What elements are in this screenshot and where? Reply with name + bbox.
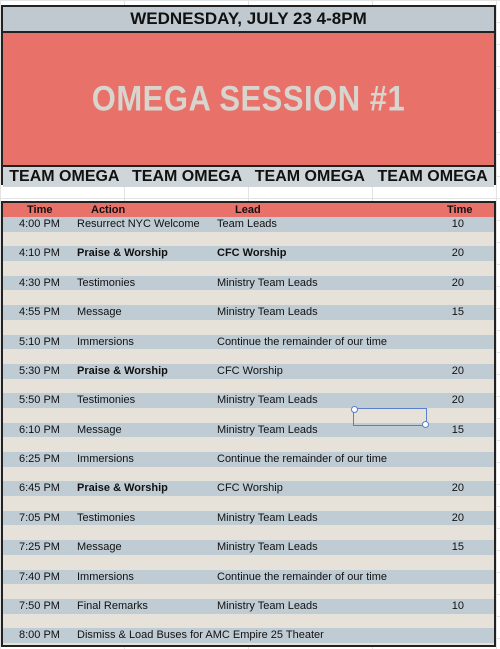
- minutes-cell[interactable]: 20: [451, 247, 464, 260]
- table-row: [3, 232, 494, 247]
- lead-cell[interactable]: Ministry Team Leads: [217, 306, 318, 319]
- minutes-cell[interactable]: 20: [451, 364, 464, 377]
- time-cell[interactable]: 4:30 PM: [19, 276, 60, 289]
- column-header-action[interactable]: Action: [91, 204, 126, 216]
- action-cell[interactable]: Immersions: [77, 570, 134, 583]
- column-header-minutes[interactable]: Time: [447, 204, 473, 216]
- action-cell[interactable]: Praise & Worship: [77, 364, 168, 377]
- table-row: [3, 349, 494, 364]
- teams-row: [3, 165, 494, 187]
- table-row: [3, 584, 494, 599]
- lead-cell[interactable]: Ministry Team Leads: [217, 511, 318, 524]
- table-row: [3, 246, 494, 261]
- lead-cell[interactable]: Continue the remainder of our time: [217, 570, 387, 583]
- date-cell[interactable]: [3, 7, 494, 33]
- team-cell[interactable]: TEAM OMEGA: [377, 168, 488, 185]
- time-cell[interactable]: 4:55 PM: [19, 306, 60, 319]
- table-row: [3, 467, 494, 482]
- selection-handle[interactable]: [351, 406, 358, 413]
- action-cell[interactable]: Immersions: [77, 453, 134, 465]
- action-cell[interactable]: Testimonies: [77, 276, 136, 289]
- time-cell[interactable]: 6:25 PM: [19, 453, 60, 465]
- table-row: [3, 290, 494, 305]
- time-cell[interactable]: 4:00 PM: [19, 218, 60, 230]
- table-row: [3, 511, 494, 526]
- time-cell[interactable]: 5:30 PM: [19, 364, 60, 377]
- time-cell[interactable]: 8:00 PM: [19, 629, 60, 642]
- action-cell[interactable]: Final Remarks: [77, 599, 148, 612]
- time-cell[interactable]: 5:50 PM: [19, 394, 60, 407]
- table-row: [3, 364, 494, 379]
- table-row: [3, 437, 494, 452]
- time-cell[interactable]: 7:50 PM: [19, 599, 60, 612]
- action-cell[interactable]: Dismiss & Load Buses for AMC Empire 25 Theater: [77, 629, 324, 642]
- session-banner-cell[interactable]: [3, 33, 494, 165]
- time-cell[interactable]: 6:10 PM: [19, 423, 60, 436]
- session-title: OMEGA SESSION #1: [91, 78, 406, 119]
- table-row: [3, 525, 494, 540]
- time-cell[interactable]: 5:10 PM: [19, 335, 60, 348]
- cell-selection-box[interactable]: [353, 408, 427, 426]
- action-cell[interactable]: Immersions: [77, 335, 134, 348]
- lead-cell[interactable]: CFC Worship: [217, 482, 283, 495]
- table-row: [3, 643, 494, 647]
- action-cell[interactable]: Testimonies: [77, 511, 136, 524]
- lead-cell[interactable]: Continue the remainder of our time: [217, 335, 387, 348]
- team-cell[interactable]: TEAM OMEGA: [132, 168, 243, 185]
- table-row: [3, 379, 494, 394]
- minutes-cell[interactable]: 20: [451, 394, 464, 407]
- lead-cell[interactable]: Ministry Team Leads: [217, 276, 318, 289]
- minutes-cell[interactable]: 15: [451, 423, 464, 436]
- table-row: [3, 452, 494, 467]
- table-row: [3, 570, 494, 585]
- table-row: [3, 540, 494, 555]
- time-cell[interactable]: 7:05 PM: [19, 511, 60, 524]
- lead-cell[interactable]: CFC Worship: [217, 364, 283, 377]
- table-row: [3, 393, 494, 408]
- table-row: [3, 555, 494, 570]
- minutes-cell[interactable]: 20: [451, 511, 464, 524]
- schedule-rows: [3, 217, 494, 647]
- lead-cell[interactable]: Ministry Team Leads: [217, 541, 318, 554]
- table-row: [3, 599, 494, 614]
- column-header-time[interactable]: Time: [27, 204, 53, 216]
- minutes-cell[interactable]: 15: [451, 541, 464, 554]
- table-row: [3, 217, 494, 232]
- selection-handle[interactable]: [422, 421, 429, 428]
- action-cell[interactable]: Resurrect NYC Welcome: [77, 218, 200, 230]
- table-row: [3, 614, 494, 629]
- table-row: [3, 481, 494, 496]
- lead-cell[interactable]: Continue the remainder of our time: [217, 453, 387, 465]
- minutes-cell[interactable]: 20: [451, 276, 464, 289]
- lead-cell[interactable]: Team Leads: [217, 218, 277, 230]
- action-cell[interactable]: Message: [77, 541, 122, 554]
- time-cell[interactable]: 7:40 PM: [19, 570, 60, 583]
- time-cell[interactable]: 4:10 PM: [19, 247, 60, 260]
- team-cell[interactable]: TEAM OMEGA: [254, 168, 365, 185]
- time-cell[interactable]: 7:25 PM: [19, 541, 60, 554]
- minutes-cell[interactable]: 10: [451, 218, 464, 230]
- lead-cell[interactable]: Ministry Team Leads: [217, 423, 318, 436]
- table-row: [3, 320, 494, 335]
- time-cell[interactable]: 6:45 PM: [19, 482, 60, 495]
- lead-cell[interactable]: Ministry Team Leads: [217, 394, 318, 407]
- table-row: [3, 261, 494, 276]
- team-cell[interactable]: TEAM OMEGA: [9, 168, 120, 185]
- minutes-cell[interactable]: 10: [451, 599, 464, 612]
- table-row: [3, 305, 494, 320]
- table-row: [3, 628, 494, 643]
- lead-cell[interactable]: CFC Worship: [217, 247, 287, 260]
- date-line: WEDNESDAY, JULY 23 4-8PM: [130, 9, 367, 28]
- table-row: [3, 496, 494, 511]
- column-header-row: [3, 203, 494, 217]
- lead-cell[interactable]: Ministry Team Leads: [217, 599, 318, 612]
- action-cell[interactable]: Praise & Worship: [77, 482, 168, 495]
- minutes-cell[interactable]: 15: [451, 306, 464, 319]
- action-cell[interactable]: Message: [77, 306, 122, 319]
- session-header: [1, 5, 496, 185]
- action-cell[interactable]: Message: [77, 423, 122, 436]
- table-row: [3, 276, 494, 291]
- column-header-lead[interactable]: Lead: [235, 204, 261, 216]
- action-cell[interactable]: Praise & Worship: [77, 247, 168, 260]
- table-row: [3, 335, 494, 350]
- minutes-cell[interactable]: 20: [451, 482, 464, 495]
- action-cell[interactable]: Testimonies: [77, 394, 136, 407]
